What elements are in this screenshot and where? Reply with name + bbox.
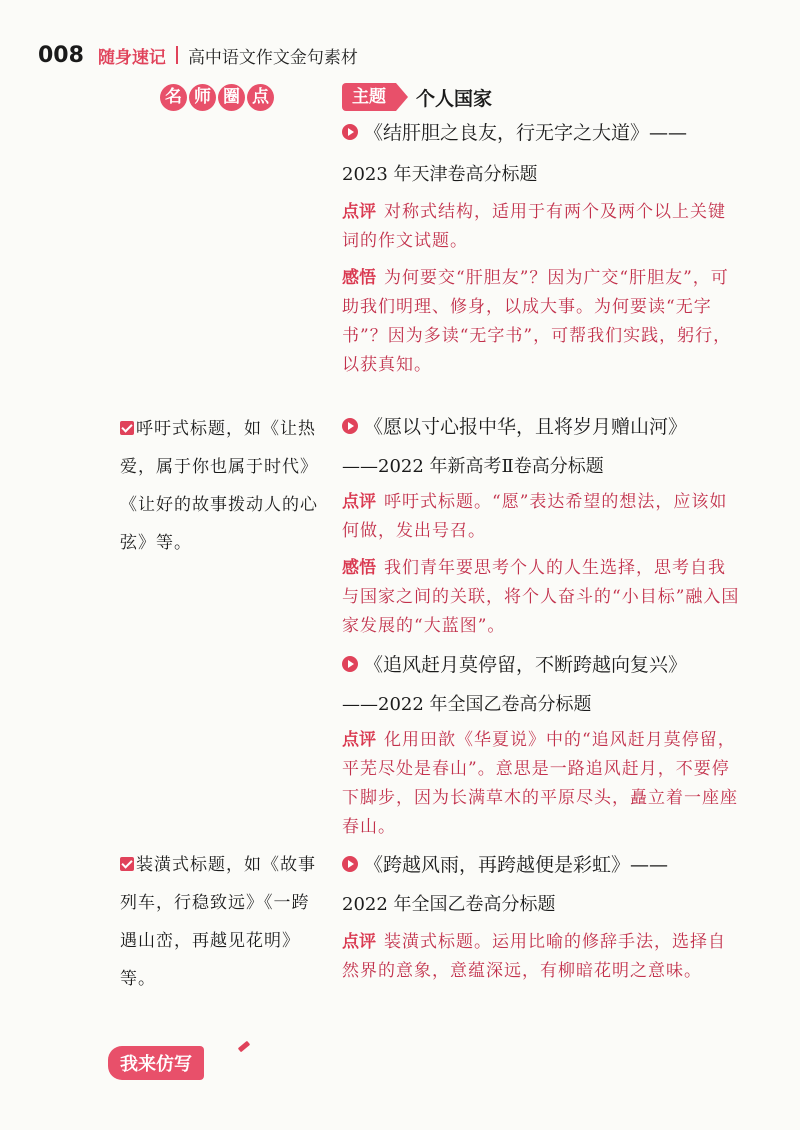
play-icon [342,656,358,672]
checkbox-icon [120,421,134,435]
insight-label: 感悟 [342,558,376,578]
comment-text: 化用田歆《华夏说》中的“追风赶月莫停留，平芜尽处是春山”。意思是一路追风赶月，不要停下脚步，因为长满草木的平原尽头，矗立着一座座春山。 [342,730,738,837]
comment-block [342,928,742,986]
pen-icon [238,1041,250,1053]
entry-title [342,850,668,877]
comment-block [342,726,742,842]
play-icon [342,124,358,140]
entry-source: 2022 年全国乙卷高分标题 [342,894,556,915]
entry-title [342,118,687,145]
page-header [38,40,358,70]
comment-label: 点评 [342,730,376,750]
badge-char: 圈 [218,84,245,111]
side-note [120,846,320,998]
comment-text: 呼吁式标题。“愿”表达希望的想法，应该如何做，发出号召。 [342,492,728,541]
play-icon [342,856,358,872]
side-note-text: 装潢式标题，如《故事列车，行稳致远》《一跨遇山峦，再越见花明》等。 [120,855,316,989]
comment-label: 点评 [342,492,376,512]
insight-block [342,554,742,641]
page-number: 008 [38,42,84,68]
insight-text: 为何要交“肝胆友”？因为广交“肝胆友”，可助我们明理、修身，以成大事。为何要读“无字书”？因为多读“无字书”，可帮我们实践，躬行，以获真知。 [342,268,732,375]
entry-title [342,412,687,439]
comment-label: 点评 [342,202,376,222]
play-icon [342,418,358,434]
comment-label: 点评 [342,932,376,952]
entry-source: ——2022 年新高考Ⅱ卷高分标题 [342,456,604,477]
teacher-highlight-badge [160,84,274,111]
insight-label: 感悟 [342,268,376,288]
header-divider [176,46,178,64]
comment-text: 装潢式标题。运用比喻的修辞手法，选择自然界的意象，意蕴深远，有柳暗花明之意味。 [342,932,726,981]
theme-tag: 主题 [342,83,396,111]
entry-source: ——2022 年全国乙卷高分标题 [342,694,592,715]
entry-title-text: 《愿以寸心报中华，且将岁月赠山河》 [364,416,688,438]
comment-block [342,488,742,546]
entry-title-text: 《跨越风雨，再跨越便是彩虹》—— [364,854,669,876]
book-subtitle: 高中语文作文金句素材 [187,47,358,68]
entry-source: 2023 年天津卷高分标题 [342,164,538,185]
theme-text: 个人国家 [416,87,493,110]
entry-title-text: 《追风赶月莫停留，不断跨越向复兴》 [364,654,688,676]
badge-char: 师 [189,84,216,111]
entry-title-text: 《结肝胆之良友，行无字之大道》—— [364,122,688,144]
badge-char: 点 [247,84,274,111]
side-note-text: 呼吁式标题，如《让热爱，属于你也属于时代》《让好的故事拨动人的心弦》等。 [120,419,318,553]
brand-label: 随身速记 [97,47,166,68]
comment-text: 对称式结构，适用于有两个及两个以上关键词的作文试题。 [342,202,726,251]
insight-text: 我们青年要思考个人的人生选择，思考自我与国家之间的关联，将个人奋斗的“小目标”融入国家发展的“大蓝图”。 [342,558,740,636]
side-note [120,410,320,562]
checkbox-icon [120,857,134,871]
theme-row [342,83,492,111]
comment-block [342,198,742,256]
insight-block [342,264,742,380]
badge-char: 名 [160,84,187,111]
entry-title [342,650,687,677]
imitate-badge: 我来仿写 [108,1046,204,1080]
